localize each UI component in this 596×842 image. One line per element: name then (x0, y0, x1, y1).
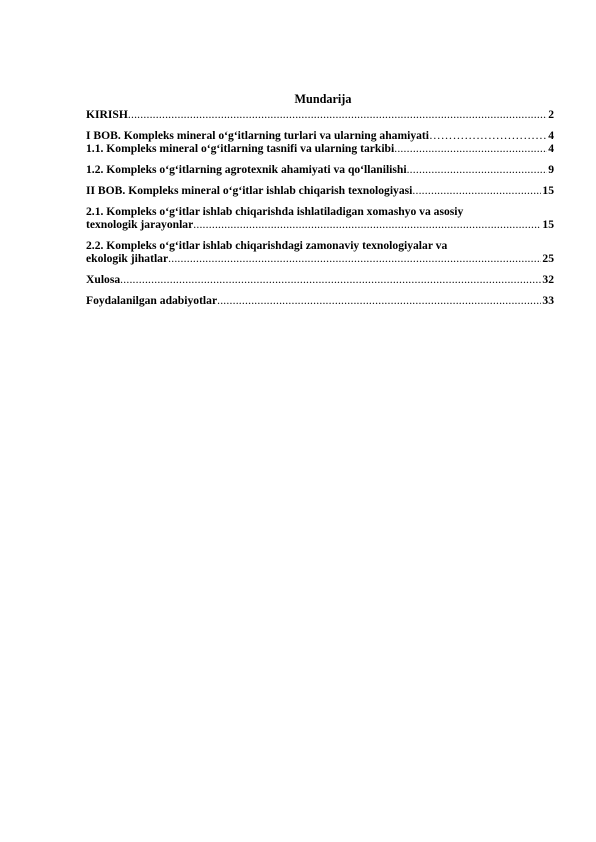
toc-entry-label: KIRISH (86, 108, 128, 121)
toc-leader-dots (394, 142, 547, 155)
toc-leader-dots (120, 273, 541, 286)
toc-entry-label: Foydalanilgan adabiyotlar (86, 294, 218, 307)
toc-entry-page: 4 (548, 129, 554, 142)
toc-entry-label: II BOB. Kompleks mineral o‘g‘itlar ishlab chiqarish texnologiyasi (86, 184, 413, 197)
toc-entry-section-2-1[interactable] (86, 205, 554, 231)
toc-entry-label: Xulosa (86, 273, 121, 286)
toc-entry-page: 15 (542, 218, 554, 231)
toc-entry-page: 15 (542, 184, 554, 197)
toc-leader-dots (412, 184, 541, 197)
toc-leader-dots (429, 129, 547, 142)
toc-entry-label: I BOB. Kompleks mineral o‘g‘itlarning turlari va ularning ahamiyati (86, 129, 429, 142)
toc-entry-label-line2: texnologik jarayonlar (86, 218, 194, 231)
toc-entry-page: 4 (548, 142, 554, 155)
toc-entry-label-line1: 2.2. Kompleks o‘g‘itlar ishlab chiqarishdagi zamonaviy texnologiyalar va (86, 239, 448, 252)
toc-entry-section-1-2[interactable] (86, 163, 554, 176)
toc-entry-page: 33 (542, 294, 554, 307)
table-of-contents (86, 93, 554, 307)
toc-entry-page: 2 (548, 108, 554, 121)
toc-leader-dots (193, 218, 541, 231)
toc-leader-dots (217, 294, 541, 307)
toc-entry-chapter-1[interactable] (86, 129, 554, 142)
toc-entry-chapter-2[interactable] (86, 184, 554, 197)
toc-entry-section-1-1[interactable] (86, 142, 554, 155)
toc-entry-label: 1.1. Kompleks mineral o‘g‘itlarning tasnifi va ularning tarkibi (86, 142, 395, 155)
toc-entry-label-line1: 2.1. Kompleks o‘g‘itlar ishlab chiqarishda ishlatiladigan xomashyo va asosiy (86, 205, 464, 218)
toc-entry-adabiyotlar[interactable] (86, 294, 554, 307)
toc-leader-dots (168, 252, 541, 265)
toc-entry-kirish[interactable] (86, 108, 554, 121)
toc-entry-label: 1.2. Kompleks o‘g‘itlarning agrotexnik ahamiyati va qo‘llanilishi (86, 163, 407, 176)
toc-entry-section-2-2[interactable] (86, 239, 554, 265)
toc-entry-xulosa[interactable] (86, 273, 554, 286)
toc-entry-page: 25 (542, 252, 554, 265)
toc-entry-page: 9 (548, 163, 554, 176)
toc-entry-page: 32 (542, 273, 554, 286)
toc-title: Mundarija (294, 92, 352, 106)
toc-entry-label-line2: ekologik jihatlar (86, 252, 169, 265)
toc-leader-dots (128, 108, 547, 121)
toc-leader-dots (407, 163, 548, 176)
